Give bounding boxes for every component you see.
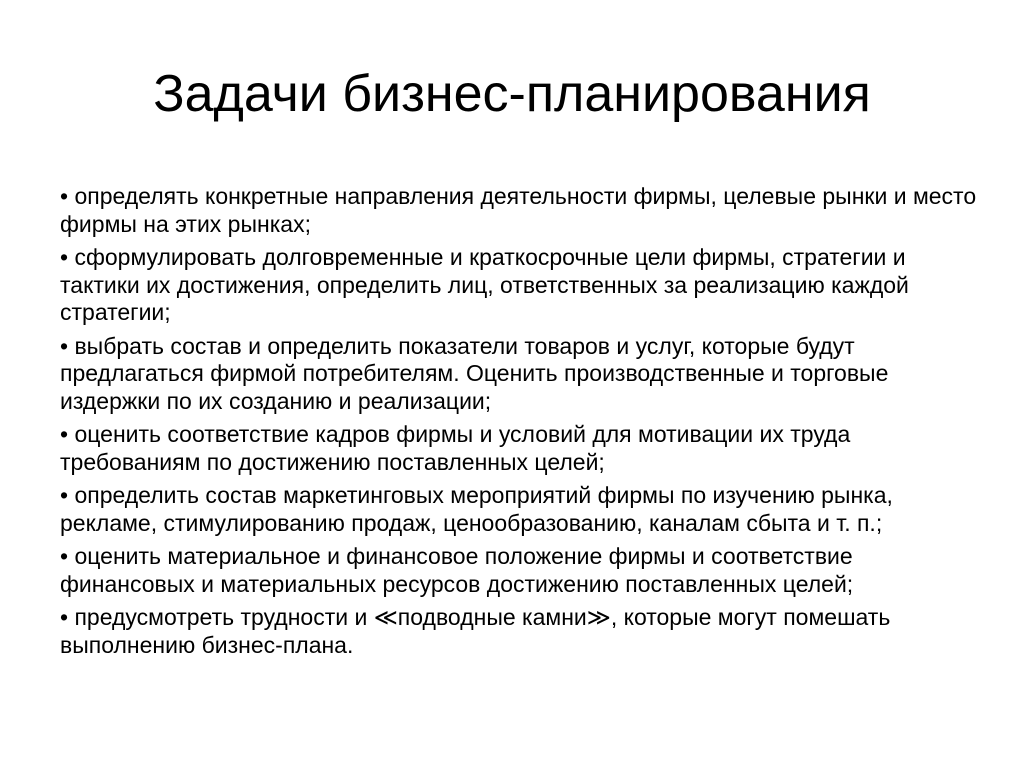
list-item: • сформулировать долговременные и краткосрочные цели фирмы, стратегии и тактики их достижения, определить лиц, ответственных за реализацию каждой стратегии; [60,244,909,325]
list-item: • оценить соответствие кадров фирмы и условий для мотивации их труда требованиям по достижению поставленных целей; [60,421,851,475]
list-item: • выбрать состав и определить показатели товаров и услуг, которые будут предлагаться фирмой потребителям. Оценить производственные и торговые издержки по их созданию и реализации; [60,332,889,414]
task-list [60,183,990,665]
list-item: • определять конкретные направления деятельности фирмы, целевые рынки и место фирмы на этих рынках; [60,183,977,237]
list-item: • определить состав маркетинговых мероприятий фирмы по изучению рынка, рекламе, стимулированию продаж, ценообразованию, каналам сбыта и т. п.; [60,482,893,536]
list-item: • оценить материальное и финансовое положение фирмы и соответствие финансовых и материальных ресурсов достижению поставленных целей; [60,543,854,597]
slide-title: Задачи бизнес-планирования [153,65,871,123]
list-item: • предусмотреть трудности и ≪подводные камни≫, которые могут помешать выполнению бизнес-плана. [60,604,891,658]
